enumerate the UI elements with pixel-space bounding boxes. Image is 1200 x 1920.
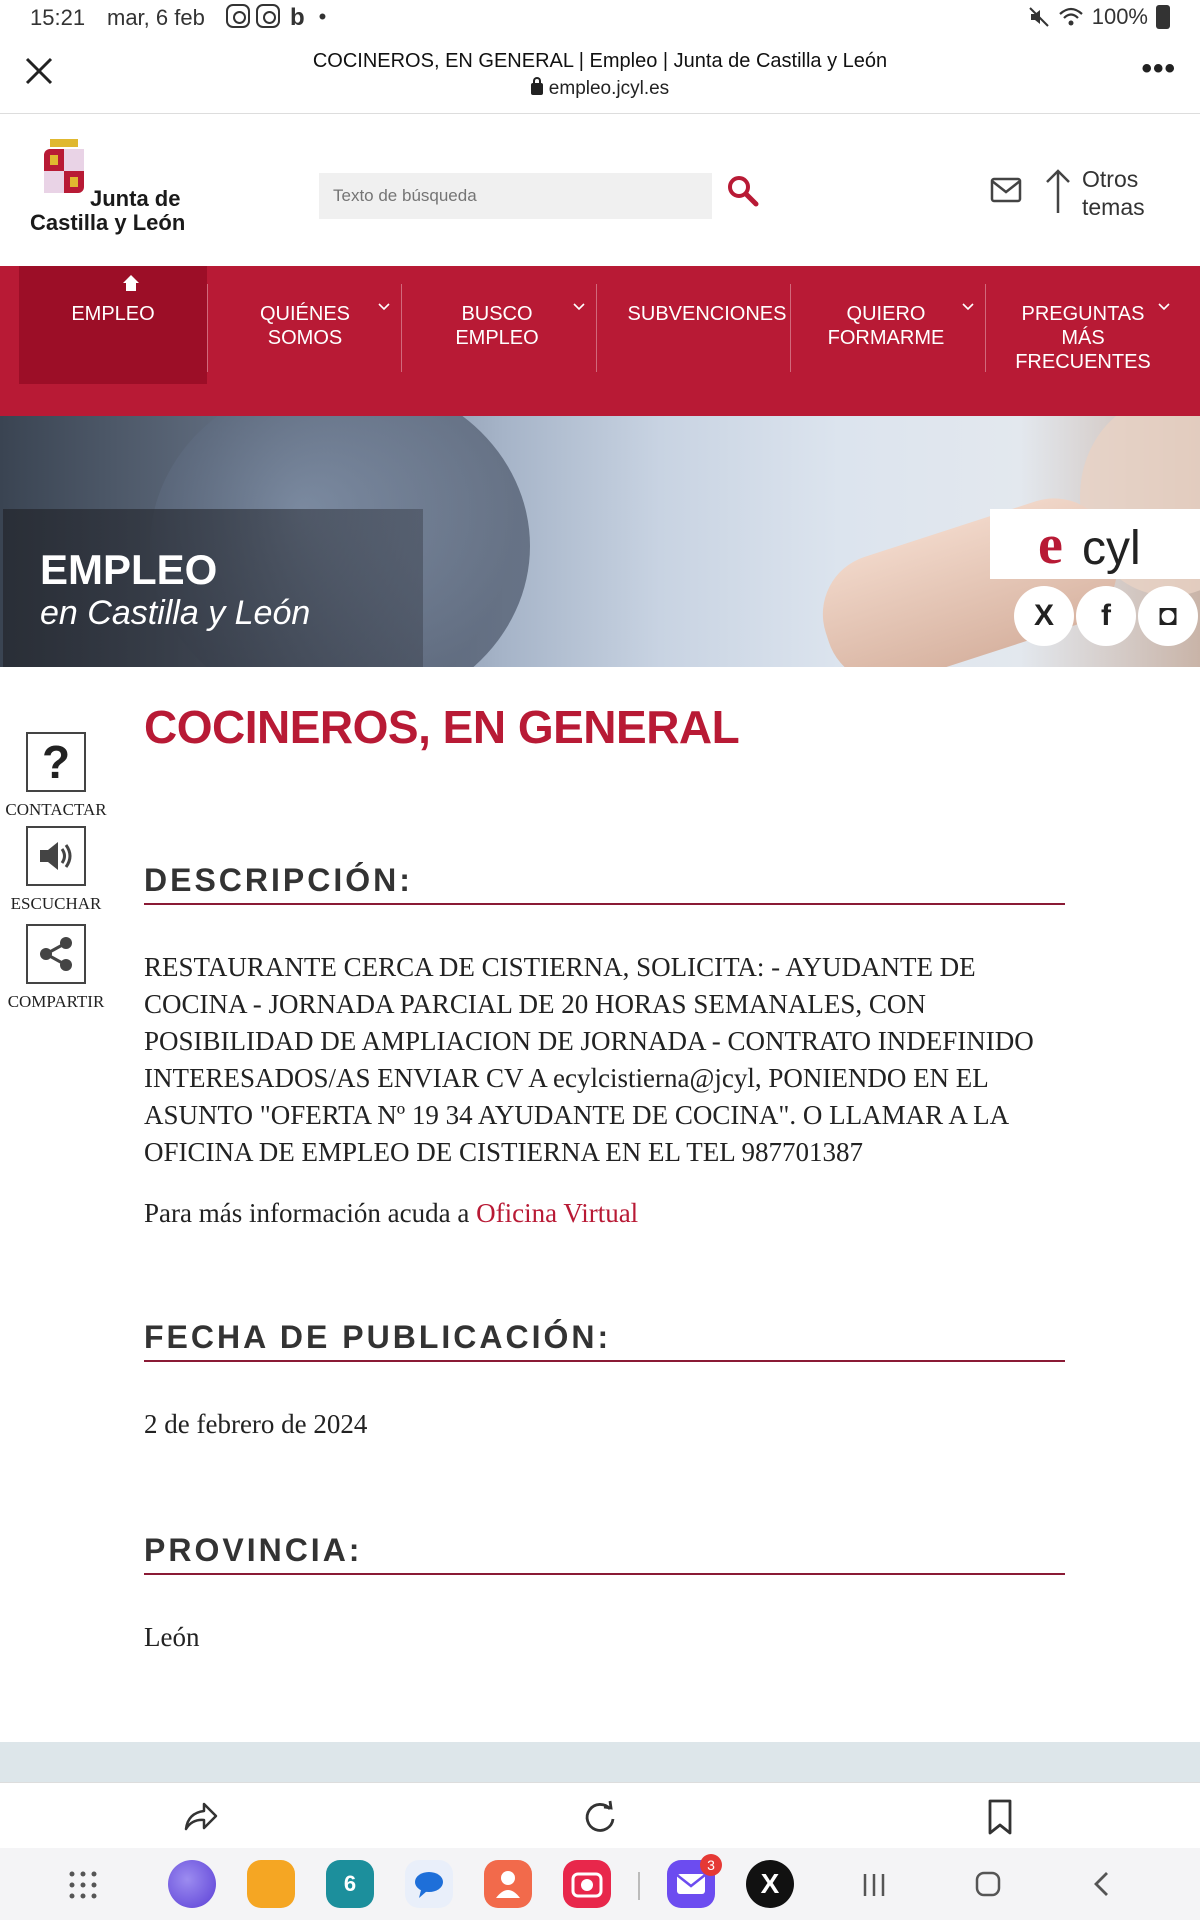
more-options-icon[interactable]: ••• xyxy=(1141,52,1176,85)
nav-item-busco-empleo[interactable] xyxy=(402,266,592,386)
fecha-heading: FECHA DE PUBLICACIÓN: xyxy=(144,1319,612,1355)
page-title: COCINEROS, EN GENERAL xyxy=(144,701,740,753)
otros-temas-link[interactable] xyxy=(1082,165,1145,221)
ecyl-cyl: cyl xyxy=(1082,522,1141,575)
status-date: mar, 6 feb xyxy=(107,5,205,30)
chevron-down-icon[interactable] xyxy=(573,300,585,312)
footer-band xyxy=(0,1742,1200,1782)
contactar-label: CONTACTAR xyxy=(5,800,107,819)
site-logo-text[interactable] xyxy=(30,187,185,235)
instagram-notification-icon-2 xyxy=(256,4,280,28)
compartir-tool[interactable] xyxy=(0,924,112,1012)
browser-toolbar xyxy=(0,36,1200,114)
logo-line-1: Junta de xyxy=(90,186,181,211)
battery-icon xyxy=(1156,5,1170,29)
nav-label: PREGUNTAS xyxy=(1021,303,1145,325)
nav-item-quienes-somos[interactable] xyxy=(208,266,402,386)
x-app-icon[interactable]: X xyxy=(746,1860,794,1908)
hero-title: EMPLEO xyxy=(40,546,218,593)
nav-label: SUBVENCIONES xyxy=(627,303,787,325)
nav-item-quiero-formarme[interactable] xyxy=(791,266,981,386)
home-icon xyxy=(122,274,140,292)
x-social-icon[interactable]: X xyxy=(1014,586,1074,646)
nav-divider xyxy=(596,284,597,372)
site-header xyxy=(0,115,1200,266)
nav-label: MÁS xyxy=(1061,327,1105,349)
dock-divider xyxy=(638,1872,640,1900)
files-app-icon[interactable] xyxy=(247,1860,295,1908)
nav-item-empleo[interactable] xyxy=(19,266,207,384)
ecyl-e: e xyxy=(1038,514,1063,576)
url-text: empleo.jcyl.es xyxy=(548,78,670,99)
nav-label: BUSCO xyxy=(461,303,533,325)
descripcion-line: POSIBILIDAD DE AMPLIACION DE JORNADA - CONTRATO INDEFINIDO xyxy=(144,1026,1034,1056)
share-icon xyxy=(26,924,86,984)
chevron-down-icon[interactable] xyxy=(962,300,974,312)
provincia-heading: PROVINCIA: xyxy=(144,1532,363,1568)
oficina-virtual-link[interactable]: Oficina Virtual xyxy=(476,1198,639,1228)
hero-banner xyxy=(0,416,1200,667)
descripcion-line: ASUNTO "OFERTA Nº 19 34 AYUDANTE DE COCINA". O LLAMAR A LA xyxy=(144,1100,1010,1130)
mail-icon[interactable] xyxy=(990,177,1022,203)
search-input[interactable] xyxy=(319,173,712,219)
more-notifications-dot-icon: • xyxy=(318,4,327,29)
arrow-up-icon[interactable] xyxy=(1044,167,1072,215)
chevron-down-icon[interactable] xyxy=(1158,300,1170,312)
home-button-icon[interactable] xyxy=(974,1870,1002,1898)
provincia-value: León xyxy=(144,1622,200,1652)
facebook-social-icon[interactable]: f xyxy=(1076,586,1136,646)
internet-app-icon[interactable] xyxy=(168,1860,216,1908)
instagram-notification-icon xyxy=(226,4,250,28)
escuchar-tool[interactable] xyxy=(0,826,112,914)
android-dock xyxy=(0,1848,1200,1920)
status-bar xyxy=(0,0,1200,36)
compartir-label: COMPARTIR xyxy=(7,992,105,1011)
recent-apps-icon[interactable] xyxy=(860,1872,888,1898)
descripcion-heading: DESCRIPCIÓN: xyxy=(144,862,413,898)
fecha-value: 2 de febrero de 2024 xyxy=(144,1409,368,1439)
nav-label: QUIERO xyxy=(846,303,926,325)
email-badge: 3 xyxy=(700,1854,722,1876)
nav-label: SOMOS xyxy=(267,327,343,349)
descripcion-line: INTERESADOS/AS ENVIAR CV A ecylcistierna@jcyl, PONIENDO EN EL xyxy=(144,1063,989,1093)
otros-line-2: temas xyxy=(1082,194,1145,220)
speaker-icon xyxy=(26,826,86,886)
bookmark-icon[interactable] xyxy=(980,1797,1020,1837)
nav-label: FORMARME xyxy=(827,327,945,349)
lock-icon xyxy=(531,83,543,95)
share-arrow-icon[interactable] xyxy=(180,1797,220,1837)
bing-notification-icon: b xyxy=(290,4,305,31)
nav-label: QUIÉNES xyxy=(259,303,351,325)
more-info-prefix: Para más información acuda a xyxy=(144,1198,477,1228)
ecyl-logo[interactable] xyxy=(990,509,1200,579)
battery-percent: 100% xyxy=(1091,4,1148,29)
escuchar-label: ESCUCHAR xyxy=(10,894,102,913)
wifi-icon xyxy=(1058,6,1084,28)
descripcion-line: RESTAURANTE CERCA DE CISTIERNA, SOLICITA: - AYUDANTE DE xyxy=(144,952,976,982)
messages-app-icon[interactable] xyxy=(405,1860,453,1908)
contactar-tool[interactable] xyxy=(0,732,112,820)
hero-subtitle: en Castilla y León xyxy=(40,594,311,632)
nav-label: EMPLEO xyxy=(455,327,539,349)
descripcion-line: OFICINA DE EMPLEO DE CISTIERNA EN EL TEL 987701387 xyxy=(144,1137,863,1167)
descripcion-text xyxy=(144,949,1064,1171)
question-icon: ? xyxy=(26,732,86,792)
back-icon[interactable] xyxy=(1090,1870,1114,1898)
browser-bottom-bar xyxy=(0,1782,1200,1848)
otros-line-1: Otros xyxy=(1082,166,1139,192)
nav-item-subvenciones[interactable] xyxy=(610,266,804,386)
section-divider xyxy=(144,903,1065,905)
contacts-app-icon[interactable] xyxy=(484,1860,532,1908)
logo-line-2: Castilla y León xyxy=(30,210,186,235)
mute-icon xyxy=(1028,6,1050,28)
notification-icons xyxy=(226,4,326,32)
browser-url[interactable] xyxy=(0,78,1200,100)
app-drawer-icon[interactable] xyxy=(68,1870,98,1900)
more-info-text xyxy=(144,1195,1064,1232)
camera-app-icon[interactable] xyxy=(563,1860,611,1908)
status-time: 15:21 xyxy=(30,5,86,30)
status-right xyxy=(1028,4,1170,30)
search-icon[interactable] xyxy=(725,173,761,209)
nav-label: FRECUENTES xyxy=(1015,351,1151,373)
section-divider xyxy=(144,1573,1065,1575)
nav-label: EMPLEO xyxy=(71,303,155,325)
section-divider xyxy=(144,1360,1065,1362)
reload-icon[interactable] xyxy=(580,1797,620,1837)
chevron-down-icon[interactable] xyxy=(378,300,390,312)
calendar-app-icon[interactable]: 6 xyxy=(326,1860,374,1908)
browser-page-title: COCINEROS, EN GENERAL | Empleo | Junta de Castilla y León xyxy=(312,50,888,72)
descripcion-line: COCINA - JORNADA PARCIAL DE 20 HORAS SEMANALES, CON xyxy=(144,989,926,1019)
nav-item-preguntas-frecuentes[interactable] xyxy=(986,266,1180,386)
main-nav xyxy=(0,266,1200,416)
instagram-social-icon[interactable]: ◘ xyxy=(1138,586,1198,646)
